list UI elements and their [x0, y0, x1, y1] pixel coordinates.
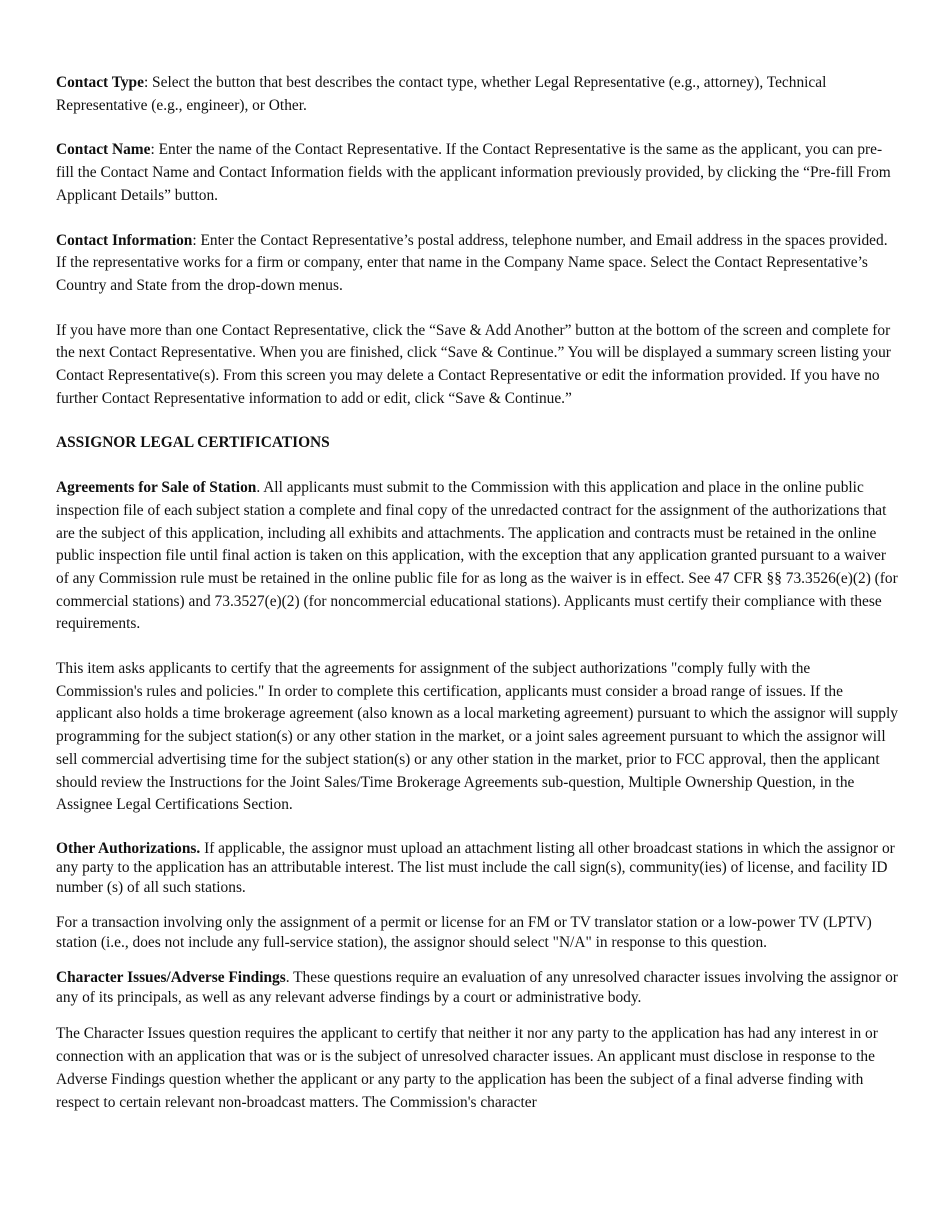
contact-type-paragraph	[56, 72, 898, 117]
contact-information-body: : Enter the Contact Representative’s postal address, telephone number, and Email address in the spaces provided. If the representative works for a firm or company, enter that name in the Company Name space. Select the Contact Representative’s Country and State from the drop-down menus.	[56, 231, 888, 294]
character-issues-body: . These questions require an evaluation of any unresolved character issues involving the assignor or any of its principals, as well as any relevant adverse findings by a court or administrative body.	[56, 969, 898, 1006]
agreements-body: . All applicants must submit to the Commission with this application and place in the online public inspection file of each subject station a complete and final copy of the unredacted contract for the assignment of the authorizations that are the subject of this application, including all exhibits and attachments. The application and contracts must be retained in the online public inspection file until final action is taken on this application, with the exception that any application granted pursuant to a waiver of any Commission rule must be retained in the online public file for as long as the waiver is in effect. See 47 CFR §§ 73.3526(e)(2) (for commercial stations) and 73.3527(e)(2) (for noncommercial educational stations). Applicants must certify their compliance with these requirements.	[56, 479, 898, 633]
translator-note-paragraph: For a transaction involving only the assignment of a permit or license for an FM or TV translator station or a low-power TV (LPTV) station (i.e., does not include any full-service station), the assignor should select "N/A" in response to this question.	[56, 914, 872, 951]
character-issues-paragraph	[56, 968, 898, 1007]
contact-name-body: : Enter the name of the Contact Representative. If the Contact Representative is the same as the applicant, you can pre-fill the Contact Name and Contact Information fields with the applicant information previously provided, by clicking the “Pre-fill From Applicant Details” button.	[56, 141, 891, 204]
more-contacts-paragraph: If you have more than one Contact Representative, click the “Save & Add Another” button at the bottom of the screen and complete for the next Contact Representative. When you are finished, click “Save & Continue.” You will be displayed a summary screen listing your Contact Representative(s). From this screen you may delete a Contact Representative or edit the information provided. If you have no further Contact Representative information to add or edit, click “Save & Continue.”	[56, 321, 891, 407]
contact-information-term: Contact Information	[56, 231, 193, 249]
section-heading: ASSIGNOR LEGAL CERTIFICATIONS	[56, 434, 330, 452]
other-authorizations-paragraph	[56, 839, 898, 898]
contact-name-paragraph	[56, 139, 898, 207]
contact-type-term: Contact Type	[56, 74, 144, 91]
contact-name-term: Contact Name	[56, 141, 151, 159]
certify-item-paragraph: This item asks applicants to certify that the agreements for assignment of the subject authorizations "comply fully with the Commission's rules and policies." In order to complete this certification, applicants must consider a broad range of issues. If the applicant also holds a time brokerage agreement (also known as a local marketing agreement) pursuant to which the assignor will supply programming for the subject station(s) or any other station in the market, or a joint sales agreement pursuant to which the assignor will sell commercial advertising time for the subject station(s) or any other station in the market, prior to FCC approval, then the applicant should review the Instructions for the Joint Sales/Time Brokerage Agreements sub-question, Multiple Ownership Question, in the Assignee Legal Certifications Section.	[56, 660, 898, 814]
contact-information-paragraph	[56, 230, 898, 298]
agreements-paragraph	[56, 477, 898, 636]
document-page	[56, 72, 898, 1114]
agreements-term: Agreements for Sale of Station	[56, 479, 257, 497]
contact-type-body: : Select the button that best describes the contact type, whether Legal Representative (e.g., attorney), Technical Representative (e.g., engineer), or Other.	[56, 74, 827, 114]
other-authorizations-body: If applicable, the assignor must upload an attachment listing all other broadcast stations in which the assignor or any party to the application has an attributable interest. The list must include the call sign(s), community(ies) of license, and facility ID number (s) of all such stations.	[56, 839, 895, 896]
character-question-paragraph: The Character Issues question requires the applicant to certify that neither it nor any party to the application has had any interest in or connection with an application that was or is the subject of unresolved character issues. An applicant must disclose in response to the Adverse Findings question whether the applicant or any party to the application has been the subject of a final adverse finding with respect to certain relevant non-broadcast matters. The Commission's character	[56, 1025, 878, 1111]
character-issues-term: Character Issues/Adverse Findings	[56, 969, 286, 987]
other-authorizations-term: Other Authorizations.	[56, 839, 201, 857]
